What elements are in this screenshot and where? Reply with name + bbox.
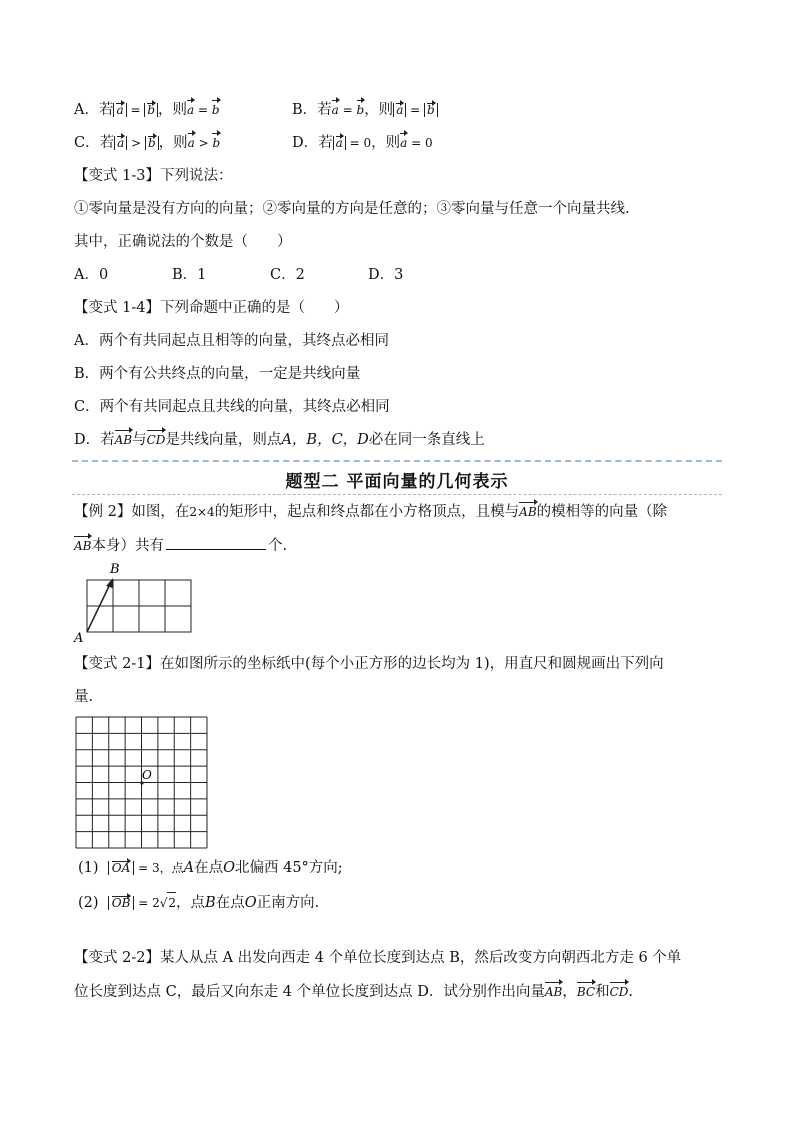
- choice-d: D．若 a = 0，则a = 0: [292, 135, 433, 151]
- example2-line1: 【例 2】如图，在2×4的矩形中，起点和终点都在小方格顶点，且模与AB的模相等的向量（除: [74, 504, 668, 520]
- example2-figure: [70, 558, 210, 648]
- v13-option-c: C．2: [270, 267, 305, 283]
- v13-option-d: D．3: [368, 267, 404, 283]
- v21-item1: (1) OA = 3，点A在点O北偏西 45°方向;: [78, 860, 343, 876]
- v13-question: 其中，正确说法的个数是（ ）: [74, 234, 292, 250]
- label-b: B: [110, 562, 120, 577]
- section-heading: 题型二 平面向量的几何表示: [285, 472, 509, 492]
- choice-b: B．若a = b，则 a = b: [292, 100, 438, 120]
- v13-option-a: A．0: [74, 267, 109, 283]
- v21-line2: 量.: [74, 689, 94, 705]
- v22-line1: 【变式 2-2】某人从点 A 出发向西走 4 个单位长度到达点 B，然后改变方向朝西北方走 6 个单: [74, 950, 682, 966]
- v14-option-a: A．两个有共同起点且相等的向量，其终点必相同: [74, 333, 389, 349]
- v14-option-d: D．若AB与CD是共线向量，则点A，B，C，D必在同一条直线上: [74, 432, 485, 448]
- v21-item2: (2) OB = 2√2，点B在点O正南方向.: [78, 892, 319, 913]
- v13-title: 【变式 1-3】下列说法：: [74, 168, 233, 184]
- example2-line2: AB本身）共有 个.: [74, 535, 287, 556]
- v13-statements: ①零向量是没有方向的向量；②零向量的方向是任意的；③零向量与任意一个向量共线.: [74, 201, 630, 217]
- coordinate-grid: [74, 715, 210, 851]
- answer-blank[interactable]: [166, 535, 266, 550]
- v21-line1: 【变式 2-1】在如图所示的坐标纸中(每个小正方形的边长均为 1)，用直尺和圆规画出下列向: [74, 656, 664, 672]
- section-divider-top: [72, 460, 722, 462]
- choice-a: A．若 a = b ，则a = b: [74, 102, 220, 118]
- v14-title: 【变式 1-4】下列命题中正确的是（ ）: [74, 300, 349, 316]
- section-divider-bottom: [72, 494, 722, 495]
- v13-option-b: B．1: [172, 267, 207, 283]
- v22-line2: 位长度到达点 C，最后又向东走 4 个单位长度到达点 D．试分别作出向量AB，BC和CD.: [74, 984, 634, 1000]
- abs-a: a: [113, 103, 126, 117]
- v14-option-b: B．两个有公共终点的向量，一定是共线向量: [74, 366, 361, 382]
- choice-c: C．若 a > b ，则a > b: [74, 135, 221, 151]
- v14-option-c: C．两个有共同起点且共线的向量，其终点必相同: [74, 399, 390, 415]
- label-o: O: [142, 768, 152, 782]
- label-a: A: [74, 631, 84, 646]
